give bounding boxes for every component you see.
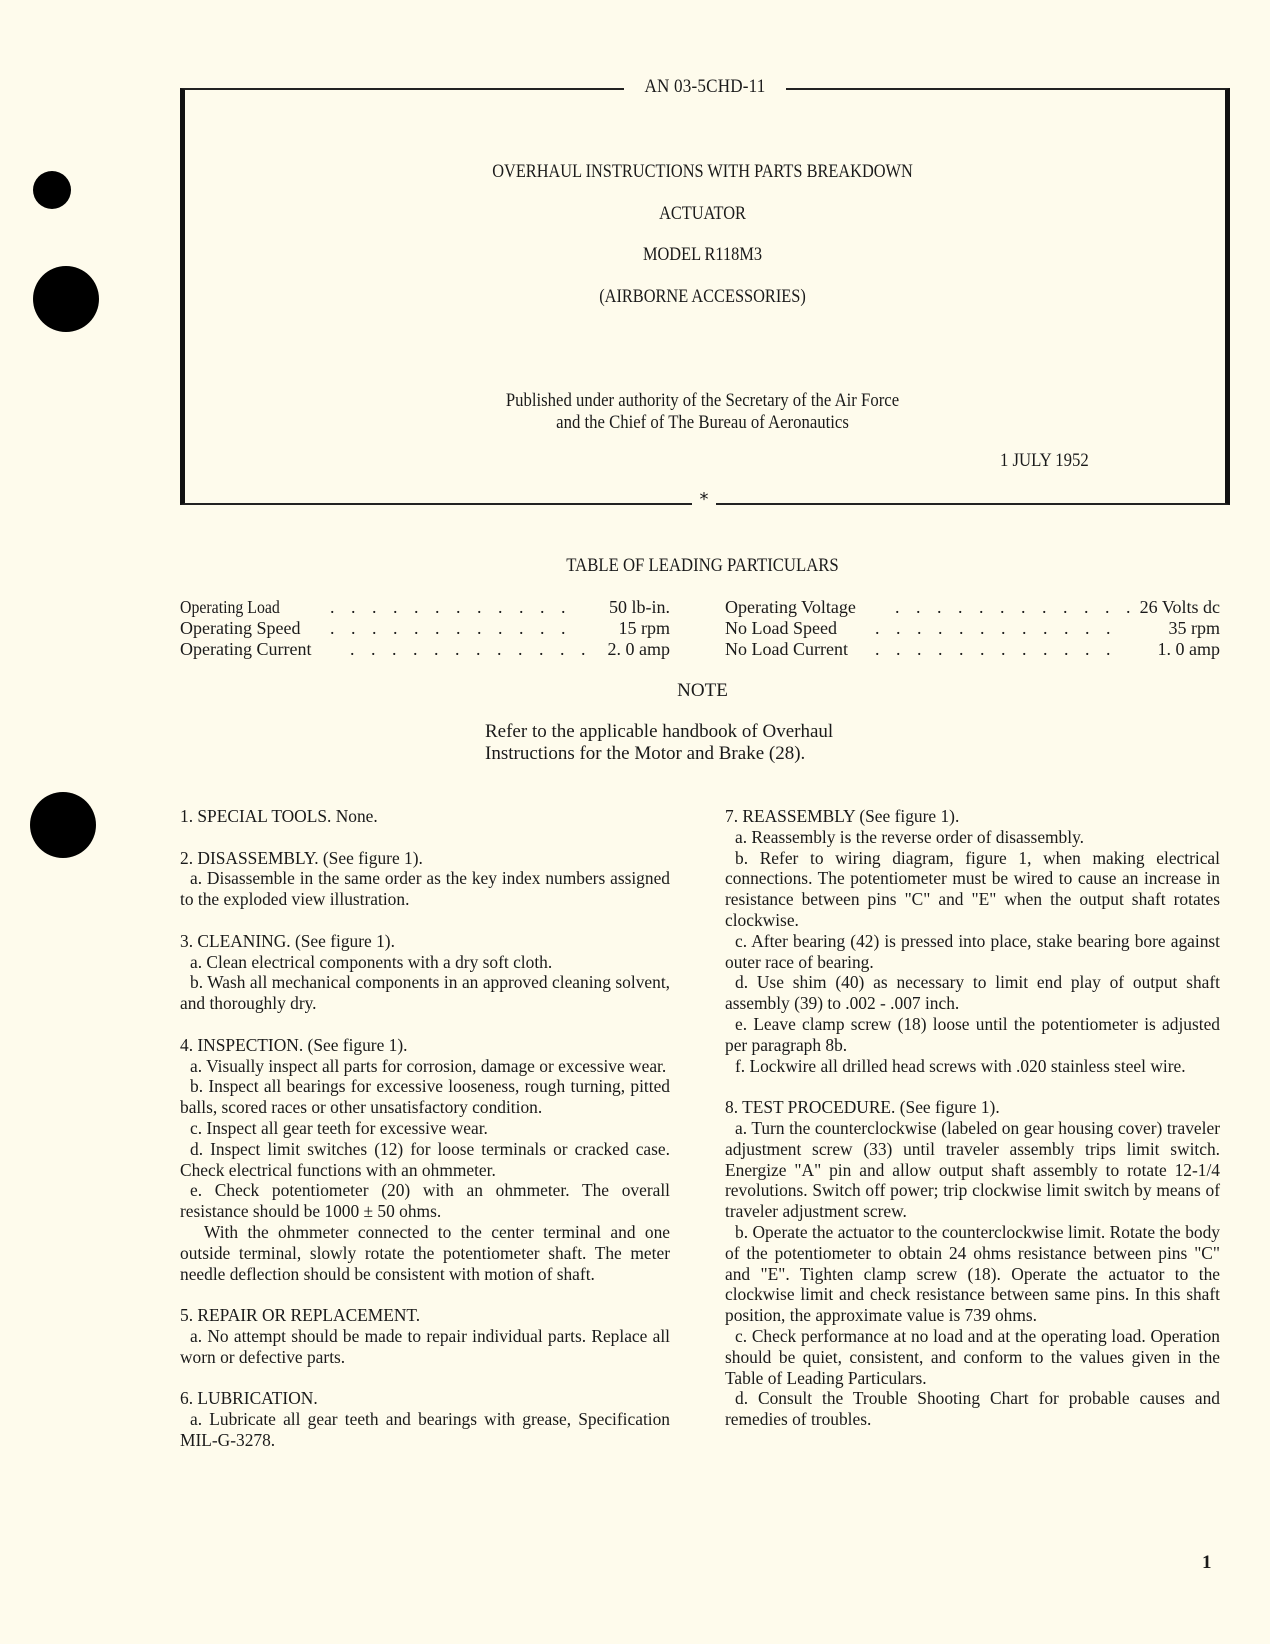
section-lubrication [180, 1388, 670, 1450]
section-item: b. Wash all mechanical components in an approved cleaning solvent, and thoroughly dry. [180, 972, 670, 1014]
section-heading: 6. LUBRICATION. [180, 1388, 318, 1409]
section-item: a. Lubricate all gear teeth and bearings with grease, Specification MIL-G-3278. [180, 1409, 670, 1450]
publication-date: 1 JULY 1952 [1000, 450, 1089, 471]
particular-label: No Load Current [725, 639, 848, 659]
section-item: a. Reassembly is the reverse order of disassembly. [735, 826, 1085, 847]
particular-value: 26 Volts dc [1139, 597, 1220, 617]
section-item: d. Use shim (40) as necessary to limit end play of output shaft assembly (39) to .002 - .007 inch. [725, 972, 1220, 1014]
particular-row [180, 639, 670, 661]
leader-dots: . . . . . . . . . . . . [330, 618, 572, 638]
title-line-4: (AIRBORNE ACCESSORIES) [599, 286, 806, 307]
right-column [725, 806, 1220, 1430]
section-item: a. Turn the counterclockwise (labeled on gear housing cover) traveler adjustment screw (33) until traveler assembly trips limit switch. Energize "A" pin and allow output shaft assembly to rotate 12-1/4 revolutions. Switch off power; trip clockwise limit switch by means of traveler adjustment screw. [725, 1117, 1220, 1222]
section-item: a. Disassemble in the same order as the key index numbers assigned to the exploded view illustration. [180, 868, 670, 910]
section-item: b. Refer to wiring diagram, figure 1, when making electrical connections. The potentiometer must be wired to cause an increase in resistance between pins "C" and "E" when the output shaft rotates clockwise. [725, 847, 1220, 930]
particular-label: Operating Load [180, 597, 280, 617]
section-item: b. Inspect all bearings for excessive looseness, rough turning, pitted balls, scored races or other unsatisfactory condition. [180, 1076, 670, 1118]
authority-line-2: and the Chief of The Bureau of Aeronautics [556, 412, 849, 433]
binder-hole-1 [33, 266, 99, 332]
star-separator-icon: * [692, 489, 716, 510]
page-number: 1 [1202, 1552, 1212, 1573]
title-line-1: OVERHAUL INSTRUCTIONS WITH PARTS BREAKDOWN [492, 161, 913, 182]
section-reassembly [725, 806, 1220, 1076]
section-item: c. After bearing (42) is pressed into place, stake bearing bore against outer race of bearing. [725, 930, 1220, 972]
section-item: a. No attempt should be made to repair individual parts. Replace all worn or defective parts. [180, 1325, 670, 1367]
particular-value: 35 rpm [1168, 618, 1220, 638]
section-inspection [180, 1035, 670, 1285]
section-repair [180, 1305, 670, 1367]
section-heading: 8. TEST PROCEDURE. (See figure 1). [725, 1097, 1000, 1118]
section-item: c. Check performance at no load and at the operating load. Operation should be quiet, consistent, and conform to the values given in the Table of Leading Particulars. [725, 1325, 1220, 1388]
particular-value: 1. 0 amp [1157, 639, 1220, 659]
note-line-1: Refer to the applicable handbook of Overhaul [485, 721, 834, 742]
left-column [180, 806, 670, 1451]
section-item: d. Inspect limit switches (12) for loose terminals or cracked case. Check electrical functions with an ohmmeter. [180, 1138, 670, 1180]
note-line-2: Instructions for the Motor and Brake (28). [485, 743, 806, 764]
particular-row [725, 639, 1220, 661]
title-line-3: MODEL R118M3 [642, 244, 763, 265]
particular-row [180, 597, 670, 619]
leader-dots: . . . . . . . . . . . . [330, 597, 572, 617]
section-disassembly [180, 848, 670, 910]
note-heading: NOTE [677, 680, 728, 701]
particular-label: Operating Current [180, 639, 312, 659]
section-item: f. Lockwire all drilled head screws with .020 stainless steel wire. [735, 1055, 1186, 1076]
title-line-2: ACTUATOR [659, 203, 746, 224]
leader-dots: . . . . . . . . . . . . [875, 639, 1117, 659]
particular-label: No Load Speed [725, 618, 837, 638]
table-title: TABLE OF LEADING PARTICULARS [566, 555, 839, 576]
particular-label: Operating Voltage [725, 597, 856, 617]
particular-value: 2. 0 amp [607, 639, 670, 659]
binder-hole-small [33, 171, 71, 209]
section-item: b. Operate the actuator to the counterclockwise limit. Rotate the body of the potentiometer to obtain 24 ohms resistance between pins "C" and "E". Tighten clamp screw (18). Operate the actuator to the clockwise limit and check resistance between same pins. In this shaft position, the approximate value is 739 ohms. [725, 1221, 1220, 1326]
section-item: e. Check potentiometer (20) with an ohmmeter. The overall resistance should be 1000 ± 50 ohms. [180, 1180, 670, 1222]
binder-hole-2 [30, 792, 96, 858]
section-item: a. Visually inspect all parts for corrosion, damage or excessive wear. [190, 1055, 667, 1076]
section-heading: 1. SPECIAL TOOLS. None. [180, 806, 378, 826]
particular-label: Operating Speed [180, 618, 301, 638]
section-special-tools [180, 806, 670, 827]
section-cleaning [180, 931, 670, 1014]
particular-value: 50 lb-in. [609, 597, 670, 617]
section-test-procedure [725, 1097, 1220, 1430]
particular-row [180, 618, 670, 640]
section-paragraph: With the ohmmeter connected to the center terminal and one outside terminal, slowly rotate the potentiometer shaft. The meter needle deflection should be consistent with motion of shaft. [180, 1221, 670, 1284]
leader-dots: . . . . . . . . . . . . [895, 597, 1137, 617]
particular-value: 15 rpm [618, 618, 670, 638]
section-heading: 2. DISASSEMBLY. (See figure 1). [180, 847, 423, 868]
authority-line-1: Published under authority of the Secretary of the Air Force [505, 390, 900, 411]
section-item: c. Inspect all gear teeth for excessive wear. [190, 1117, 488, 1138]
leader-dots: . . . . . . . . . . . . [350, 639, 592, 659]
section-heading: 4. INSPECTION. (See figure 1). [180, 1034, 408, 1055]
leader-dots: . . . . . . . . . . . . [875, 618, 1117, 638]
section-heading: 7. REASSEMBLY (See figure 1). [725, 806, 960, 826]
section-item: a. Clean electrical components with a dry soft cloth. [190, 951, 553, 972]
section-heading: 3. CLEANING. (See figure 1). [180, 930, 395, 951]
document-number: AN 03-5CHD-11 [624, 76, 786, 98]
section-item: d. Consult the Trouble Shooting Chart for probable causes and remedies of troubles. [725, 1388, 1220, 1430]
particular-row [725, 597, 1220, 619]
particular-row [725, 618, 1220, 640]
section-heading: 5. REPAIR OR REPLACEMENT. [180, 1305, 421, 1326]
section-item: e. Leave clamp screw (18) loose until the potentiometer is adjusted per paragraph 8b. [725, 1013, 1220, 1055]
